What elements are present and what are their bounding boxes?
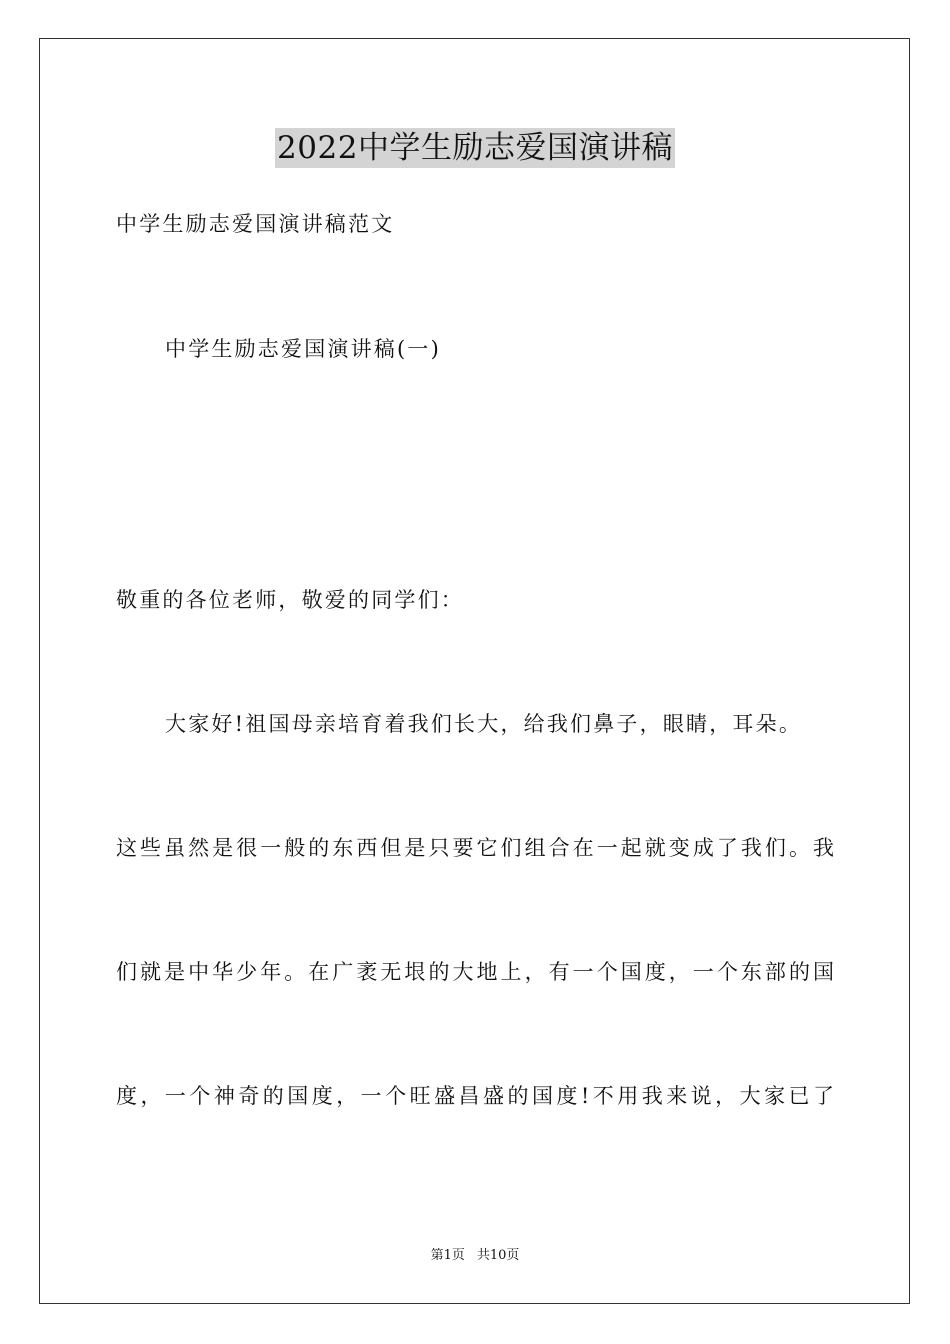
subtitle-line: 中学生励志爱国演讲稿范文 [116,212,395,236]
paragraph-line-1: 大家好!祖国母亲培育着我们长大，给我们鼻子，眼睛，耳朵。 [165,712,803,736]
paragraph-line-2: 这些虽然是很一般的东西但是只要它们组合在一起就变成了我们。我 [116,836,834,860]
document-title-text: 2022中学生励志爱国演讲稿 [277,130,673,166]
paragraph-line-4: 度，一个神奇的国度，一个旺盛昌盛的国度!不用我来说，大家已了 [116,1084,834,1108]
document-title [0,128,950,168]
page-footer [0,1247,950,1265]
section-heading: 中学生励志爱国演讲稿(一) [165,337,441,361]
salutation-line: 敬重的各位老师，敬爱的同学们： [116,588,464,612]
page-number-total: 共10页 [476,1248,520,1263]
paragraph-line-3: 们就是中华少年。在广袤无垠的大地上，有一个国度，一个东部的国 [116,960,834,984]
page-number-current: 第1页 [430,1248,465,1263]
